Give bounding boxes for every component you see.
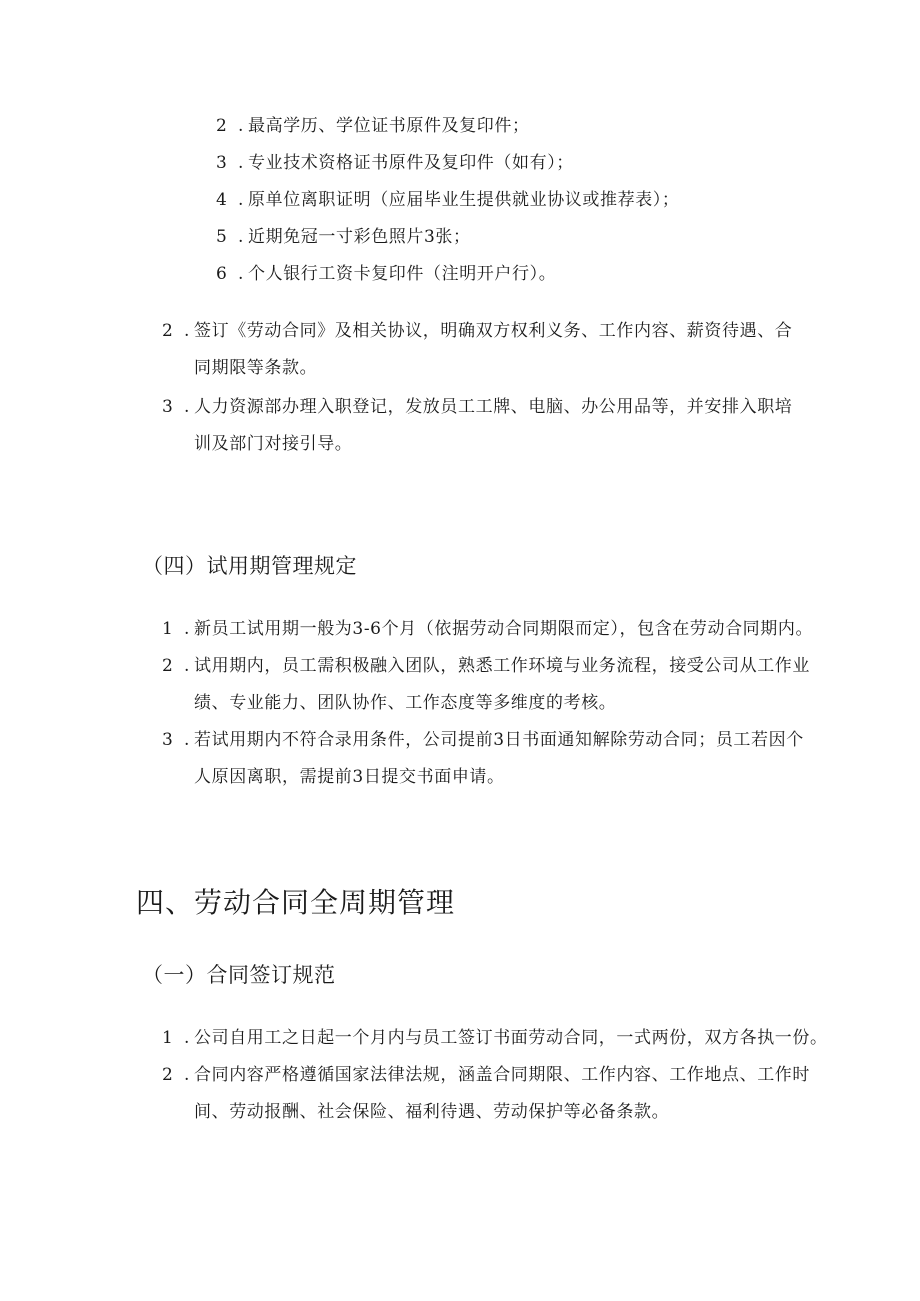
list-text: 签订《劳动合同》及相关协议，明确双方权利义务、工作内容、薪资待遇、合: [194, 321, 793, 341]
section-heading: （一）合同签订规范: [142, 963, 336, 987]
list-text-continued: 间、劳动报酬、社会保险、福利待遇、劳动保护等必备条款。: [194, 1102, 670, 1122]
list-number: 3: [162, 397, 174, 417]
list-text-continued: 同期限等条款。: [194, 358, 318, 378]
list-text-continued: 训及部门对接引导。: [194, 434, 353, 454]
list-item: 2 . 最高学历、学位证书原件及复印件；: [216, 116, 530, 136]
list-text: 新员工试用期一般为3-6个月（依据劳动合同期限而定），包含在劳动合同期内。: [194, 619, 814, 639]
list-item: 2 . 合同内容严格遵循国家法律法规，涵盖合同期限、工作内容、工作地点、工作时: [162, 1065, 810, 1085]
list-text: 最高学历、学位证书原件及复印件；: [248, 116, 530, 136]
list-item: 2 . 签订《劳动合同》及相关协议，明确双方权利义务、工作内容、薪资待遇、合: [162, 321, 793, 341]
list-item: 1 . 新员工试用期一般为3-6个月（依据劳动合同期限而定），包含在劳动合同期内。: [162, 619, 814, 639]
list-item: 3 . 专业技术资格证书原件及复印件（如有）；: [216, 153, 574, 173]
list-text: 人力资源部办理入职登记，发放员工工牌、电脑、办公用品等，并安排入职培: [194, 397, 793, 417]
list-number: 2: [162, 321, 174, 341]
list-text: 若试用期内不符合录用条件，公司提前3日书面通知解除劳动合同；员工若因个: [194, 730, 804, 750]
list-item: 3 . 人力资源部办理入职登记，发放员工工牌、电脑、办公用品等，并安排入职培: [162, 397, 793, 417]
list-number: 5: [216, 227, 228, 247]
list-text-continued: 人原因离职，需提前3日提交书面申请。: [194, 767, 505, 787]
list-number: 6: [216, 264, 228, 284]
list-number: 4: [216, 190, 228, 210]
list-text: 原单位离职证明（应届毕业生提供就业协议或推荐表）；: [248, 190, 680, 210]
list-item: 4 . 原单位离职证明（应届毕业生提供就业协议或推荐表）；: [216, 190, 680, 210]
list-item: 6 . 个人银行工资卡复印件（注明开户行）。: [216, 264, 557, 284]
list-number: 1: [162, 1028, 174, 1048]
list-item: 2 . 试用期内，员工需积极融入团队，熟悉工作环境与业务流程，接受公司从工作业: [162, 656, 810, 676]
chapter-heading: 四、劳动合同全周期管理: [136, 886, 456, 919]
list-number: 1: [162, 619, 174, 639]
list-text-continued: 绩、专业能力、团队协作、工作态度等多维度的考核。: [194, 693, 617, 713]
list-item: 5 . 近期免冠一寸彩色照片3张；: [216, 227, 471, 247]
list-item: 1 . 公司自用工之日起一个月内与员工签订书面劳动合同，一式两份，双方各执一份。: [162, 1028, 828, 1048]
section-heading: （四）试用期管理规定: [142, 554, 357, 578]
list-text: 试用期内，员工需积极融入团队，熟悉工作环境与业务流程，接受公司从工作业: [194, 656, 810, 676]
list-text: 专业技术资格证书原件及复印件（如有）；: [248, 153, 574, 173]
list-text: 公司自用工之日起一个月内与员工签订书面劳动合同，一式两份，双方各执一份。: [194, 1028, 828, 1048]
list-number: 2: [216, 116, 228, 136]
list-text: 合同内容严格遵循国家法律法规，涵盖合同期限、工作内容、工作地点、工作时: [194, 1065, 810, 1085]
list-number: 2: [162, 656, 174, 676]
list-number: 2: [162, 1065, 174, 1085]
list-text: 个人银行工资卡复印件（注明开户行）。: [248, 264, 557, 284]
list-number: 3: [162, 730, 174, 750]
list-item: 3 . 若试用期内不符合录用条件，公司提前3日书面通知解除劳动合同；员工若因个: [162, 730, 804, 750]
list-text: 近期免冠一寸彩色照片3张；: [248, 227, 471, 247]
list-number: 3: [216, 153, 228, 173]
